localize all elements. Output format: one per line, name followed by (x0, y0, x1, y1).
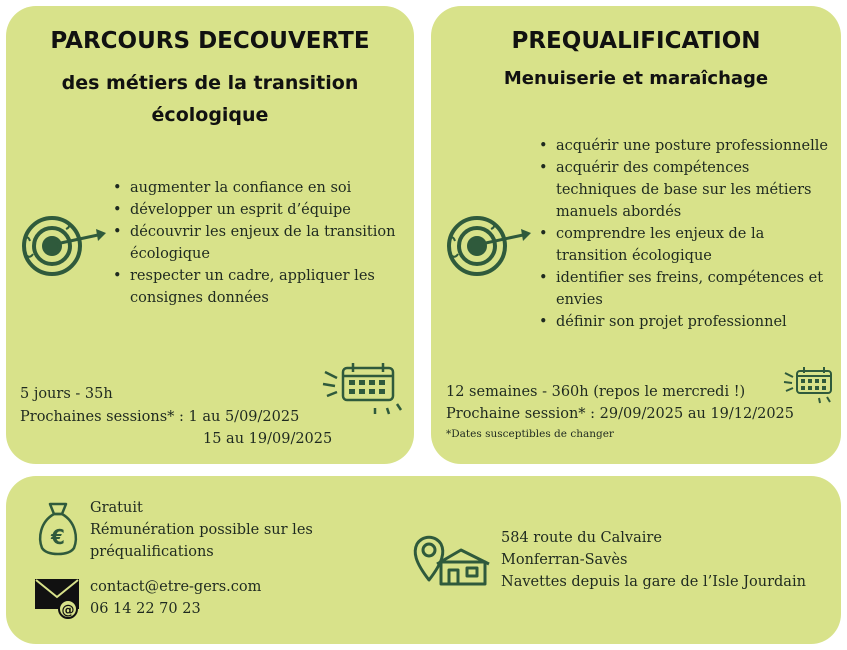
target-arrow-icon (18, 211, 110, 281)
prequalification-duration: 12 semaines - 360h (repos le mercredi !) (446, 384, 746, 400)
address-line3: Navettes depuis la gare de l’Isle Jourdain (501, 574, 806, 590)
discovery-card (6, 6, 414, 464)
discovery-subtitle-line2: écologique (151, 104, 269, 126)
calendar-icon (321, 358, 403, 416)
price: Gratuit (90, 500, 143, 516)
list-item: • définir son projet professionnel (536, 311, 831, 333)
list-item: • augmenter la confiance en soi (110, 177, 406, 199)
svg-text:@: @ (61, 603, 75, 618)
prequalification-goals-list (536, 135, 831, 333)
list-item: • identifier ses freins, compétences et envies (536, 267, 831, 311)
contact-phone[interactable]: 06 14 22 70 23 (90, 601, 201, 617)
prequalification-title: PREQUALIFICATION (511, 28, 761, 54)
location-house-icon (411, 532, 493, 588)
list-item: • acquérir des compétences techniques de base sur les métiers manuels abordés (536, 157, 831, 223)
money-bag-euro-icon (36, 500, 80, 556)
discovery-sessions: Prochaines sessions* : 1 au 5/09/2025 (20, 409, 300, 425)
address-line2: Monferran-Savès (501, 552, 628, 568)
discovery-sessions-second: 15 au 19/09/2025 (203, 431, 333, 447)
svg-text:€: € (51, 525, 65, 549)
discovery-duration: 5 jours - 35h (20, 386, 113, 402)
list-item: • développer un esprit d’équipe (110, 199, 406, 221)
remuneration-line2: préqualifications (90, 544, 214, 560)
address-line1: 584 route du Calvaire (501, 530, 662, 546)
contact-email[interactable]: contact@etre-gers.com (90, 579, 262, 595)
prequalification-session: Prochaine session* : 29/09/2025 au 19/12/2025 (446, 406, 794, 422)
discovery-title: PARCOURS DECOUVERTE (50, 28, 370, 54)
mail-at-icon (34, 577, 82, 621)
list-item: • découvrir les enjeux de la transition écologique (110, 221, 406, 265)
discovery-goals-list (110, 177, 406, 309)
discovery-subtitle-line1: des métiers de la transition (61, 72, 359, 94)
dates-disclaimer: *Dates susceptibles de changer (446, 428, 614, 440)
remuneration-line1: Rémunération possible sur les (90, 522, 313, 538)
target-arrow-icon (443, 211, 535, 281)
prequalification-subtitle: Menuiserie et maraîchage (503, 68, 769, 89)
calendar-icon (783, 364, 835, 404)
list-item: • comprendre les enjeux de la transition écologique (536, 223, 831, 267)
list-item: • respecter un cadre, appliquer les consignes données (110, 265, 406, 309)
list-item: • acquérir une posture professionnelle (536, 135, 831, 157)
practical-info-card (6, 476, 841, 644)
prequalification-card (431, 6, 841, 464)
